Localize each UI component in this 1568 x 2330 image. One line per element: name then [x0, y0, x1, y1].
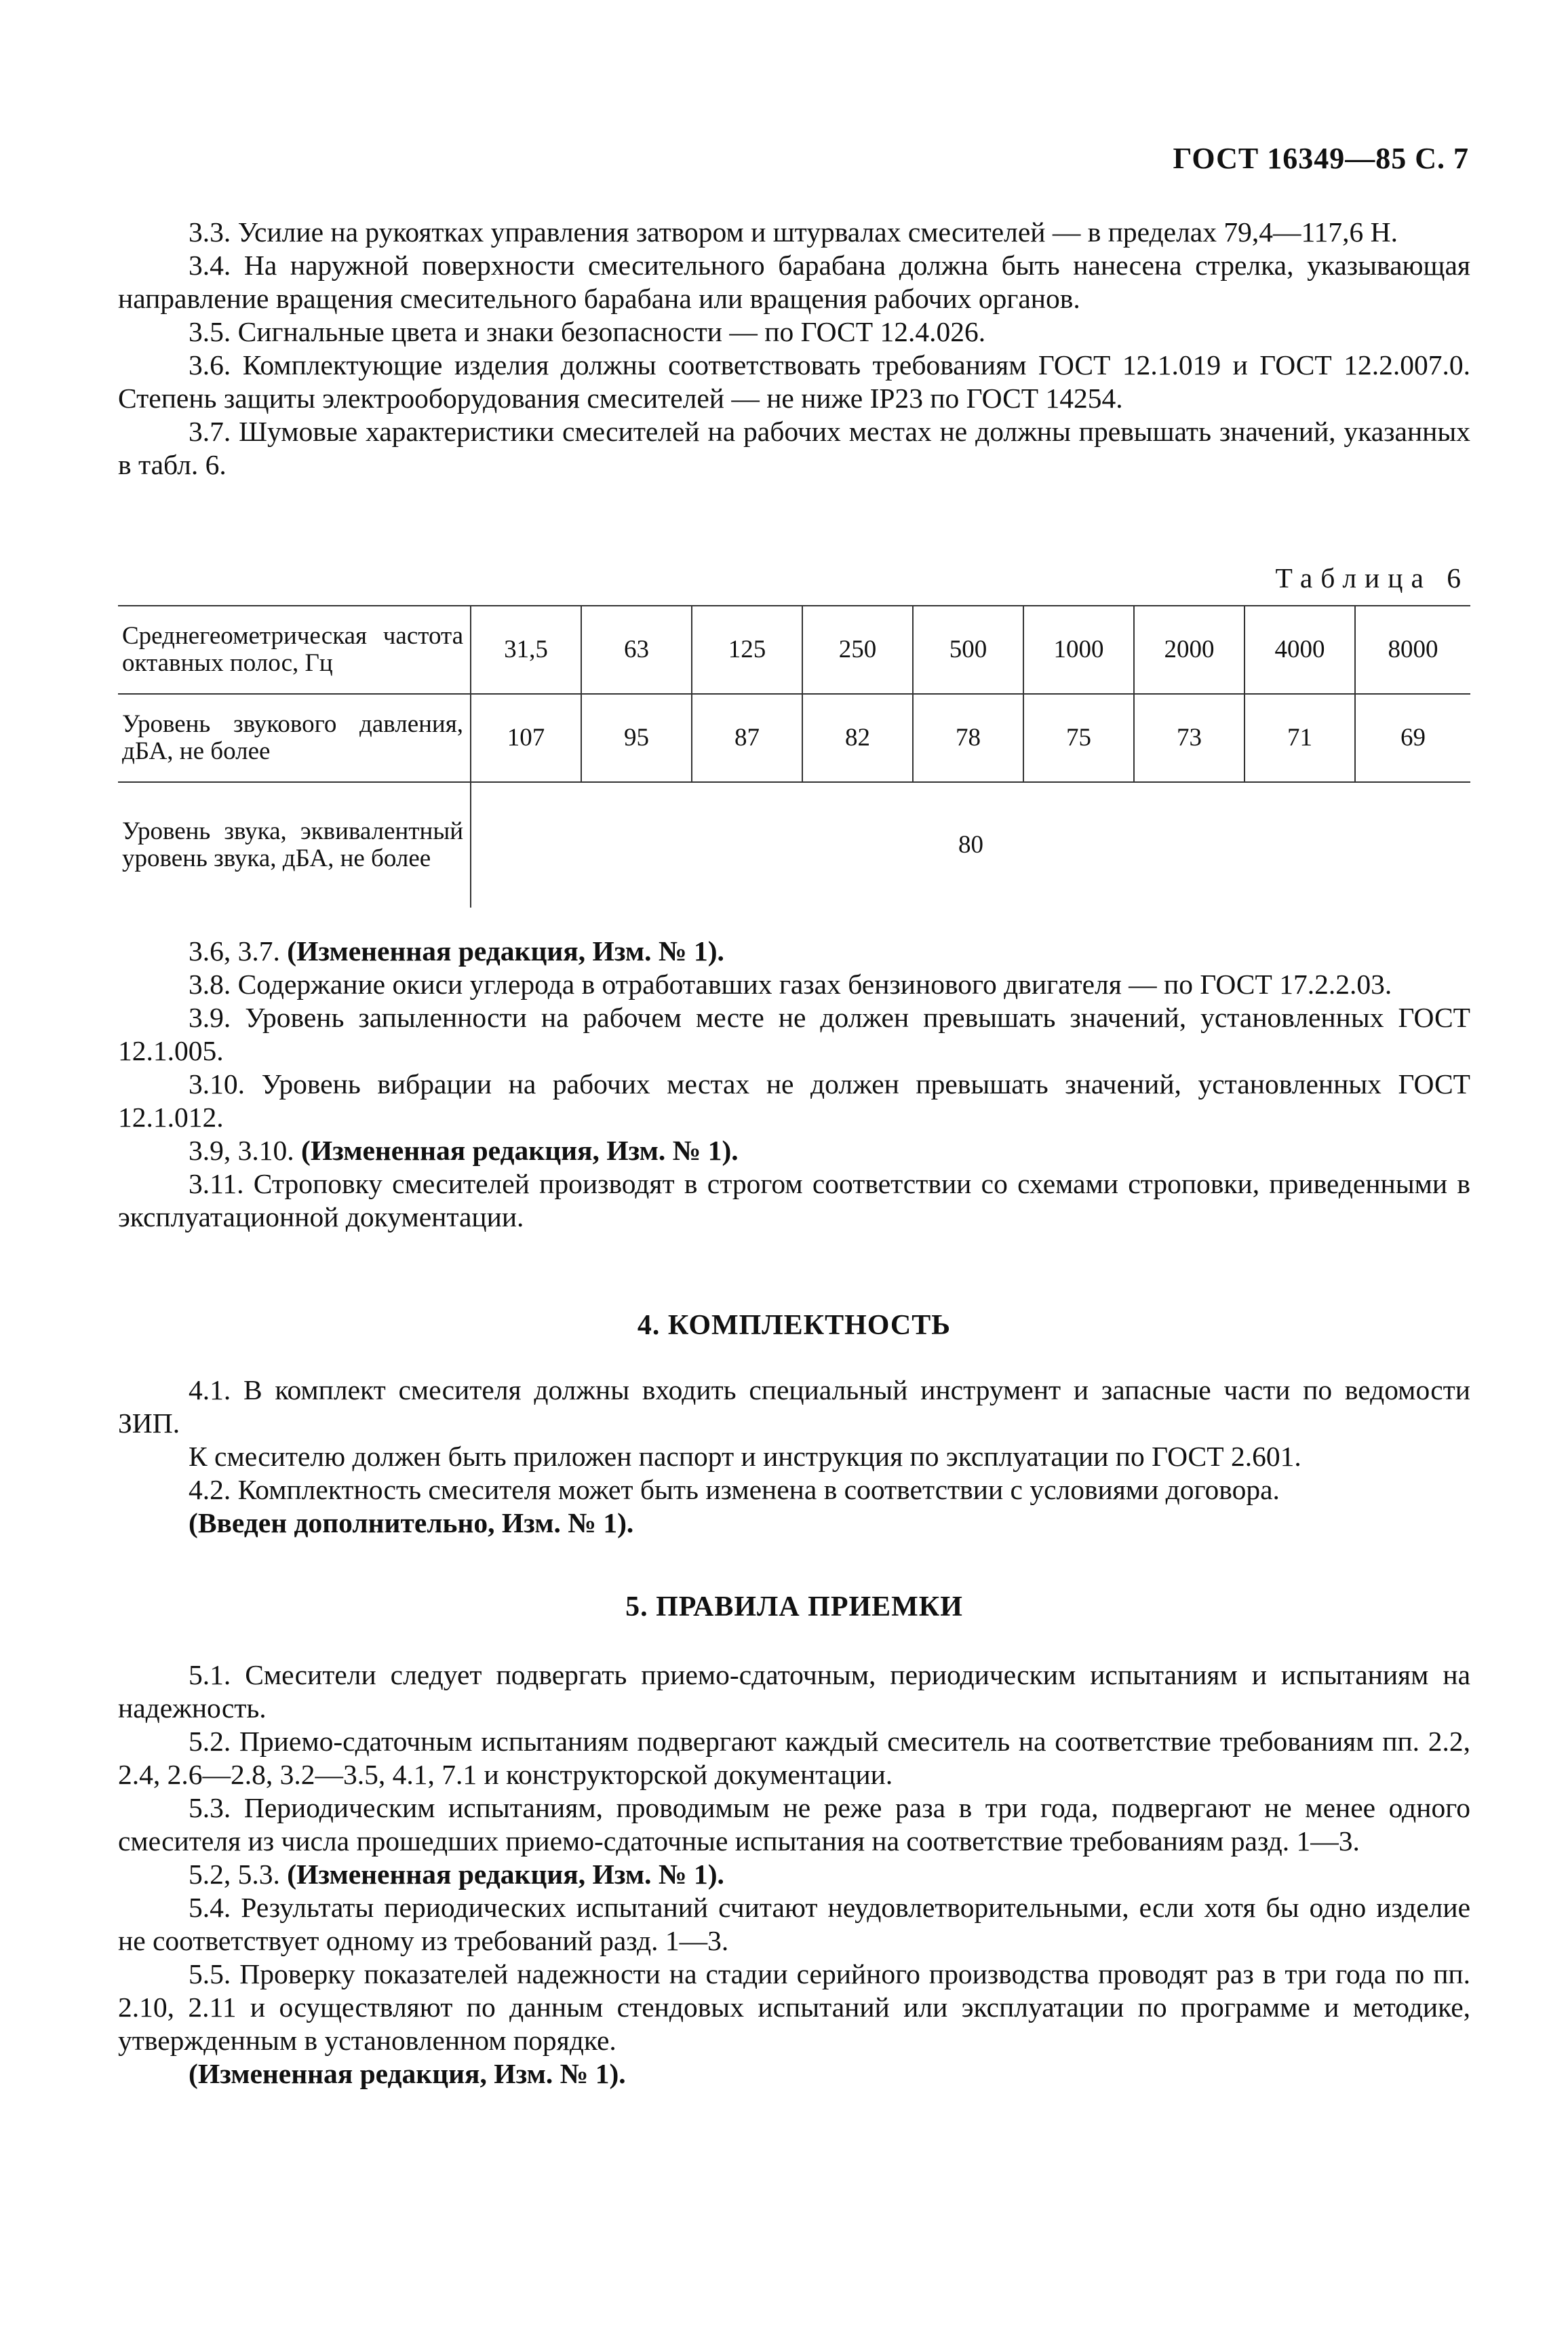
- row-header-equivalent: Уровень звука, эквивалентный уровень звука, дБА, не более: [118, 782, 471, 908]
- amendment-note: 3.9, 3.10. (Измененная редакция, Изм. № 1).: [189, 1135, 739, 1166]
- table-cell: 78: [913, 694, 1023, 782]
- amendment-note: (Измененная редакция, Изм. № 1).: [189, 2058, 626, 2089]
- table-cell: 250: [802, 606, 913, 694]
- table-cell: 8000: [1355, 606, 1470, 694]
- table-cell: 107: [471, 694, 581, 782]
- paragraph-5-2: 5.2. Приемо-сдаточным испытаниям подвергают каждый смеситель на соответствие требованиям пп. 2.2, 2.4, 2.6—2.8, 3.2—3.5, 4.1, 7.1 и конструкторской документации.: [118, 1726, 1470, 1790]
- table-cell: 75: [1023, 694, 1134, 782]
- table-cell: 80: [471, 782, 1470, 908]
- paragraph-3-10: 3.10. Уровень вибрации на рабочих местах не должен превышать значений, установленных ГОСТ 12.1.012.: [118, 1068, 1470, 1133]
- paragraph-5-5: 5.5. Проверку показателей надежности на стадии серийного производства проводят раз в три года по пп. 2.10, 2.11 и осуществляют по данным стендовых испытаний или эксплуатации по программе и методике, утвержденным в установленном порядке.: [118, 1958, 1470, 2056]
- section-5-body: [118, 1658, 1470, 2091]
- table-cell: 1000: [1023, 606, 1134, 694]
- paragraph-3-5: 3.5. Сигнальные цвета и знаки безопасности — по ГОСТ 12.4.026.: [189, 316, 986, 347]
- table-cell: 31,5: [471, 606, 581, 694]
- paragraph-3-6: 3.6. Комплектующие изделия должны соответствовать требованиям ГОСТ 12.1.019 и ГОСТ 12.2.007.0. Степень защиты электрооборудования смесителей — не ниже IР23 по ГОСТ 14254.: [118, 349, 1470, 414]
- section-4-title: 4. КОМПЛЕКТНОСТЬ: [637, 1310, 952, 1341]
- paragraph-4-1: 4.1. В комплект смесителя должны входить специальный инструмент и запасные части по ведомости ЗИП.: [118, 1374, 1470, 1439]
- table-cell: 87: [692, 694, 802, 782]
- paragraph-3-11: 3.11. Строповку смесителей производят в строгом соответствии со схемами строповки, приведенными в эксплуатационной документации.: [118, 1168, 1470, 1232]
- paragraph-5-1: 5.1. Смесители следует подвергать приемо-сдаточным, периодическим испытаниям и испытаниям на надежность.: [118, 1659, 1470, 1724]
- table-caption: Таблица 6: [1275, 562, 1469, 594]
- table-cell: 71: [1244, 694, 1355, 782]
- amendment-note: 5.2, 5.3. (Измененная редакция, Изм. № 1).: [189, 1859, 724, 1890]
- table-cell: 500: [913, 606, 1023, 694]
- table-cell: 82: [802, 694, 913, 782]
- paragraph-3-8: 3.8. Содержание окиси углерода в отработавших газах бензинового двигателя — по ГОСТ 17.2.2.03.: [189, 969, 1392, 1000]
- paragraph-5-3: 5.3. Периодическим испытаниям, проводимым не реже раза в три года, подвергают не менее одного смесителя из числа прошедших приемо-сдаточные испытания на соответствие требованиям разд. 1—3.: [118, 1792, 1470, 1857]
- table-cell: 4000: [1244, 606, 1355, 694]
- paragraph-4-1-note: К смесителю должен быть приложен паспорт и инструкция по эксплуатации по ГОСТ 2.601.: [189, 1441, 1301, 1472]
- section-4-body: [118, 1374, 1470, 1540]
- section-3-part-1: [118, 216, 1470, 482]
- paragraph-3-4: 3.4. На наружной поверхности смесительного барабана должна быть нанесена стрелка, указывающая направление вращения смесительного барабана или вращения рабочих органов.: [118, 250, 1470, 314]
- paragraph-5-4: 5.4. Результаты периодических испытаний считают неудовлетворительными, если хотя бы одно изделие не соответствует одному из требований разд. 1—3.: [118, 1892, 1470, 1956]
- table-cell: 95: [581, 694, 692, 782]
- table-cell: 69: [1355, 694, 1470, 782]
- page-header: ГОСТ 16349—85 С. 7: [1173, 142, 1469, 175]
- row-header-pressure: Уровень звукового давления, дБА, не более: [118, 694, 471, 782]
- table-cell: 125: [692, 606, 802, 694]
- table-cell: 73: [1134, 694, 1244, 782]
- paragraph-3-3: 3.3. Усилие на рукоятках управления затвором и штурвалах смесителей — в пределах 79,4—117,6 Н.: [189, 216, 1398, 248]
- table-cell: 2000: [1134, 606, 1244, 694]
- table-cell: 63: [581, 606, 692, 694]
- noise-table: [118, 605, 1470, 908]
- amendment-note: (Введен дополнительно, Изм. № 1).: [189, 1507, 634, 1538]
- table-row: [118, 782, 1470, 908]
- paragraph-3-9: 3.9. Уровень запыленности на рабочем месте не должен превышать значений, установленных ГОСТ 12.1.005.: [118, 1002, 1470, 1066]
- section-3-part-2: [118, 935, 1470, 1234]
- row-header-frequency: Среднегеометрическая частота октавных полос, Гц: [118, 606, 471, 694]
- table-row: [118, 606, 1470, 694]
- amendment-note: 3.6, 3.7. (Измененная редакция, Изм. № 1).: [189, 935, 724, 967]
- paragraph-4-2: 4.2. Комплектность смесителя может быть изменена в соответствии с условиями договора.: [189, 1474, 1280, 1505]
- paragraph-3-7: 3.7. Шумовые характеристики смесителей на рабочих местах не должны превышать значений, указанных в табл. 6.: [118, 416, 1470, 480]
- table-row: [118, 694, 1470, 782]
- section-5-title: 5. ПРАВИЛА ПРИЕМКИ: [625, 1591, 963, 1623]
